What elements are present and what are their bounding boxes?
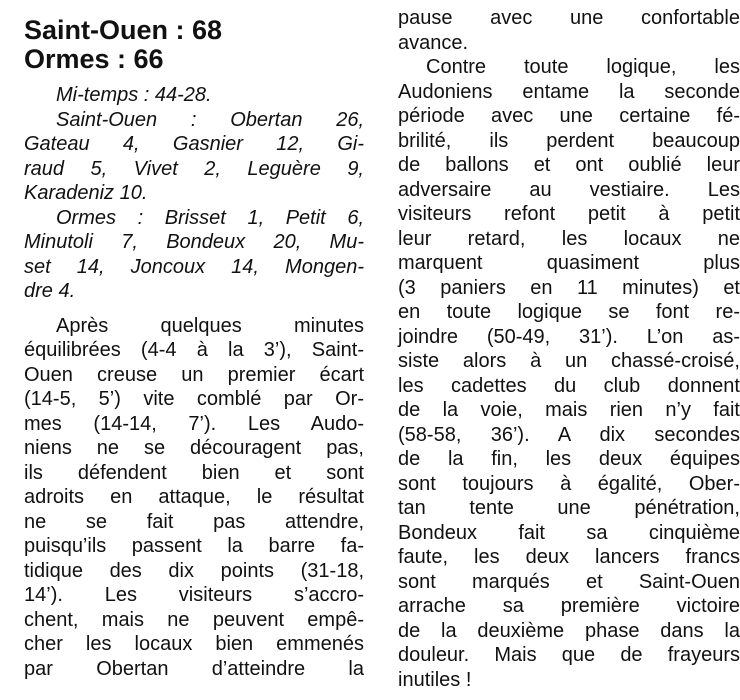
- article-line: ils défendent bien et sont: [24, 461, 364, 484]
- article-line: Bondeux fait sa cinquième: [398, 521, 740, 544]
- article-line: faute, les deux lancers francs: [398, 546, 740, 568]
- article-line: les cadettes du club donnent: [398, 374, 740, 397]
- saint-ouen-scorers: [24, 108, 364, 206]
- article-line: leur retard, les locaux ne: [398, 227, 740, 250]
- article-line: avance.: [398, 31, 469, 54]
- article-paragraph-1-continued: [398, 6, 740, 55]
- article-line: Contre toute logique, les: [426, 56, 740, 78]
- article-line: adversaire au vestiaire. Les: [398, 178, 740, 201]
- article-line: sont toujours à égalité, Ober-: [398, 472, 740, 495]
- article-line: mes (14-14, 7’). Les Audo-: [24, 412, 364, 435]
- article-line: en toute logique se font re-: [398, 301, 740, 323]
- right-column: [398, 0, 740, 692]
- article-line: Audoniens entame la seconde: [398, 80, 740, 103]
- saint-ouen-line: raud 5, Vivet 2, Leguère 9,: [24, 157, 364, 180]
- article-line: période avec une certaine fé-: [398, 105, 740, 127]
- ormes-line: dre 4.: [24, 280, 76, 302]
- halftime-score: [24, 83, 364, 108]
- saint-ouen-line: Karadeniz 10.: [24, 182, 148, 204]
- article-line: de la fin, les deux équipes: [398, 448, 740, 470]
- article-line: (3 paniers en 11 minutes) et: [398, 276, 740, 299]
- article-line: tan tente une pénétration,: [398, 497, 740, 519]
- article-line: visiteurs refont petit à petit: [398, 203, 740, 225]
- article-paragraph-2: [398, 55, 740, 692]
- article-line: 14’). Les visiteurs s’accro-: [24, 584, 364, 606]
- headline-away-score: Ormes : 66: [24, 44, 164, 74]
- article-line: puisqu’ils passent la barre fa-: [24, 535, 364, 557]
- article-line: brilité, ils perdent beaucoup: [398, 129, 740, 152]
- article-line: pause avec une confortable: [398, 7, 740, 29]
- article-line: tidique des dix points (31-18,: [24, 559, 364, 582]
- article-line: cher les locaux bien emmenés: [24, 633, 364, 655]
- article-line: douleur. Mais que de frayeurs: [398, 644, 740, 666]
- article-line: par Obertan d’atteindre la: [24, 657, 364, 680]
- saint-ouen-line: Saint-Ouen : Obertan 26,: [56, 108, 364, 131]
- article-line: Après quelques minutes: [56, 314, 364, 337]
- ormes-line: set 14, Joncoux 14, Mongen-: [24, 255, 364, 278]
- halftime-line: Mi-temps : 44-28.: [56, 84, 212, 106]
- article-line: chent, mais ne peuvent empê-: [24, 608, 364, 631]
- article-line: sont marqués et Saint-Ouen: [398, 570, 740, 593]
- article-line: de ballons et ont oublié leur: [398, 154, 740, 176]
- ormes-line: Minutoli 7, Bondeux 20, Mu-: [24, 231, 364, 253]
- article-line: adroits en attaque, le résultat: [24, 486, 364, 508]
- article-line: de la voie, mais rien n’y fait: [398, 399, 740, 421]
- article-line: marquent quasiment plus: [398, 252, 740, 274]
- article-line: équilibrées (4-4 à la 3’), Saint-: [24, 339, 364, 361]
- article-line: Ouen creuse un premier écart: [24, 363, 364, 386]
- ormes-line: Ormes : Brisset 1, Petit 6,: [56, 206, 364, 229]
- left-column: [24, 0, 364, 681]
- article-line: arrache sa première victoire: [398, 595, 740, 617]
- article-line: inutiles !: [398, 668, 472, 691]
- score-headline: [24, 0, 364, 74]
- article-line: siste alors à un chassé-croisé,: [398, 350, 740, 372]
- article-line: (58-58, 36’). A dix secondes: [398, 423, 740, 446]
- headline-home-score: Saint-Ouen : 68: [24, 15, 223, 45]
- article-line: niens ne se découragent pas,: [24, 437, 364, 459]
- article-line: joindre (50-49, 31’). L’on as-: [398, 325, 740, 348]
- article-line: de la deuxième phase dans la: [398, 619, 740, 642]
- article-line: (14-5, 5’) vite comblé par Or-: [24, 388, 364, 410]
- saint-ouen-line: Gateau 4, Gasnier 12, Gi-: [24, 133, 364, 155]
- ormes-scorers: [24, 206, 364, 304]
- article-line: ne se fait pas attendre,: [24, 510, 364, 533]
- article-paragraph-1: [24, 314, 364, 682]
